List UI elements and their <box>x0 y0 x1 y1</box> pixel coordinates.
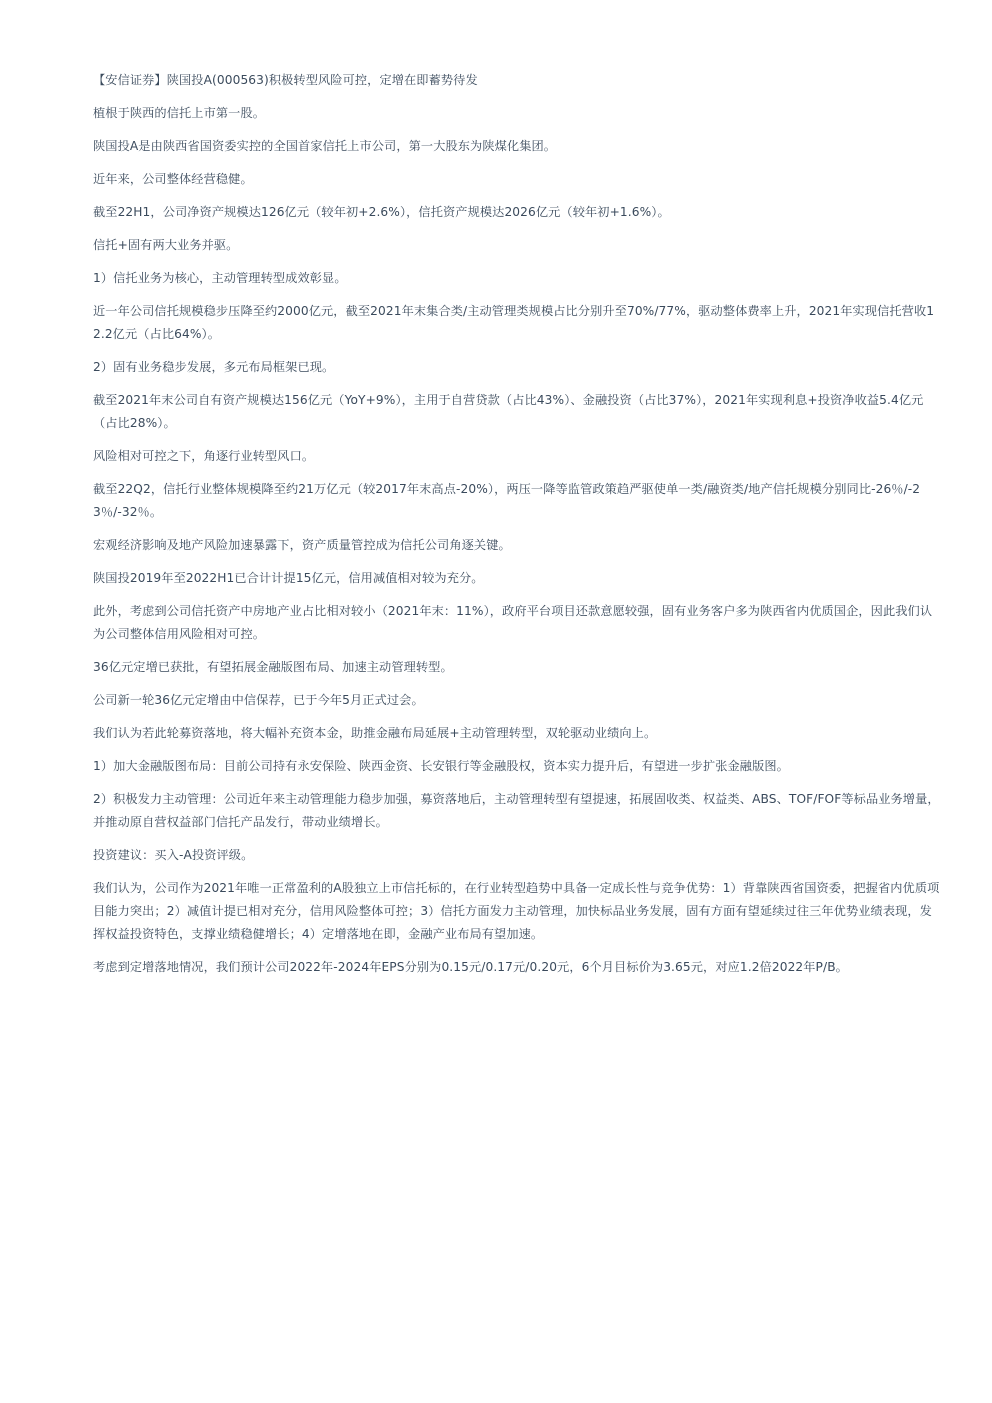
paragraph: 近一年公司信托规模稳步压降至约2000亿元，截至2021年末集合类/主动管理类规模占比分别升至70%/77%，驱动整体费率上升，2021年实现信托营收12.2亿元（占比64%）。 <box>93 304 935 341</box>
paragraph: 2）积极发力主动管理：公司近年来主动管理能力稳步加强，募资落地后，主动管理转型有望提速，拓展固收类、权益类、ABS、TOF/FOF等标品业务增量，并推动原自营权益部门信托产品发行，带动业绩增长。 <box>93 792 940 829</box>
paragraph: 此外，考虑到公司信托资产中房地产业占比相对较小（2021年末：11%），政府平台项目还款意愿较强，固有业务客户多为陕西省内优质国企，因此我们认为公司整体信用风险相对可控。 <box>93 604 933 641</box>
paragraph: 2）固有业务稳步发展，多元布局框架已现。 <box>93 360 335 374</box>
paragraph: 我们认为若此轮募资落地，将大幅补充资本金，助推金融布局延展+主动管理转型，双轮驱动业绩向上。 <box>93 726 657 740</box>
paragraph: 考虑到定增落地情况，我们预计公司2022年-2024年EPS分别为0.15元/0.17元/0.20元，6个月目标价为3.65元，对应1.2倍2022年P/B。 <box>93 960 848 974</box>
paragraph: 宏观经济影响及地产风险加速暴露下，资产质量管控成为信托公司角逐关键。 <box>93 538 511 552</box>
paragraph: 近年来，公司整体经营稳健。 <box>93 172 253 186</box>
paragraph: 截至2021年末公司自有资产规模达156亿元（YoY+9%），主用于自营贷款（占比43%）、金融投资（占比37%），2021年实现利息+投资净收益5.4亿元（占比28%）。 <box>93 393 924 430</box>
paragraph: 我们认为，公司作为2021年唯一正常盈利的A股独立上市信托标的，在行业转型趋势中具备一定成长性与竞争优势：1）背靠陕西省国资委，把握省内优质项目能力突出；2）减值计提已相对充分，信用风险整体可控；3）信托方面发力主动管理，加快标品业务发展，固有方面有望延续过往三年优势业绩表现，发挥权益投资特色，支撑业绩稳健增长；4）定增落地在即，金融产业布局有望加速。 <box>93 881 940 941</box>
document-title: 【安信证券】陕国投A(000563)积极转型风险可控，定增在即蓄势待发 <box>93 73 478 87</box>
paragraph: 陕国投A是由陕西省国资委实控的全国首家信托上市公司，第一大股东为陕煤化集团。 <box>93 139 557 153</box>
paragraph: 公司新一轮36亿元定增由中信保荐，已于今年5月正式过会。 <box>93 693 424 707</box>
paragraph: 投资建议：买入-A投资评级。 <box>93 848 254 862</box>
paragraph: 风险相对可控之下，角逐行业转型风口。 <box>93 449 315 463</box>
paragraph: 植根于陕西的信托上市第一股。 <box>93 106 266 120</box>
paragraph: 陕国投2019年至2022H1已合计计提15亿元，信用减值相对较为充分。 <box>93 571 484 585</box>
paragraph: 1）加大金融版图布局：目前公司持有永安保险、陕西金资、长安银行等金融股权，资本实力提升后，有望进一步扩张金融版图。 <box>93 759 789 773</box>
paragraph: 1）信托业务为核心，主动管理转型成效彰显。 <box>93 271 347 285</box>
paragraph: 截至22Q2，信托行业整体规模降至约21万亿元（较2017年末高点-20%），两压一降等监管政策趋严驱使单一类/融资类/地产信托规模分别同比-26％/-23％/-32％。 <box>93 482 921 519</box>
paragraph: 信托+固有两大业务并驱。 <box>93 238 239 252</box>
paragraph: 截至22H1，公司净资产规模达126亿元（较年初+2.6%），信托资产规模达2026亿元（较年初+1.6%）。 <box>93 205 670 219</box>
paragraph: 36亿元定增已获批，有望拓展金融版图布局、加速主动管理转型。 <box>93 660 453 674</box>
document-body <box>93 69 943 989</box>
